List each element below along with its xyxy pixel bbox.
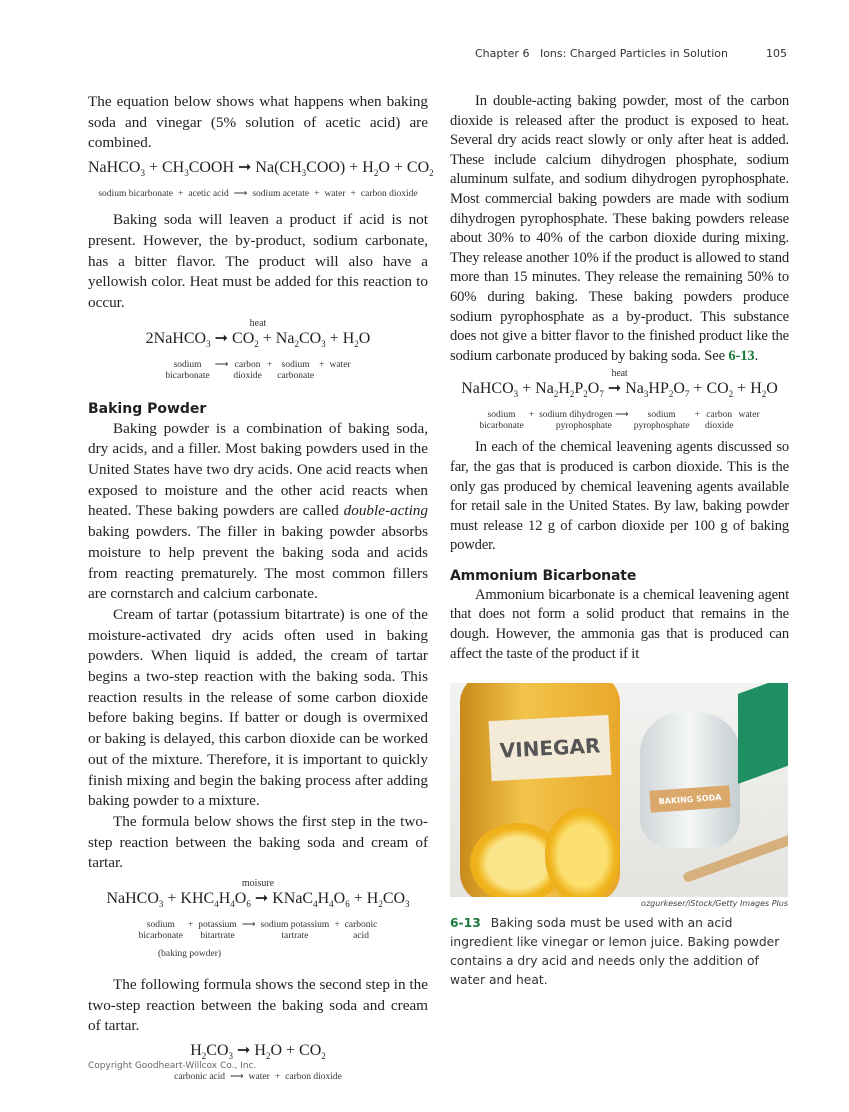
subscript: 3	[513, 389, 519, 400]
compound-label: carbonic acid	[344, 920, 378, 942]
compound-label: sodium bicarbonate	[98, 189, 174, 200]
compound-label: ⟶	[230, 1071, 244, 1082]
paragraph: The following formula shows the second step in the two-step reaction between the baking soda and cream of tartar.	[88, 975, 428, 1035]
formula-labels	[88, 1072, 428, 1083]
formula-text: ➞ H	[233, 1041, 266, 1059]
compound-label: water	[329, 359, 351, 370]
paragraph: Ammonium bicarbonate is a chemical leavening agent that does not form a solid product that remains in the dough. However, the ammonia gas that is produced can affect the taste of the product if it	[450, 586, 789, 662]
formula-text: + Na	[518, 380, 554, 398]
page-number: 105	[766, 47, 787, 60]
subscript: 7	[599, 389, 604, 400]
text: baking powders. The filler in baking powder absorbs moisture to help prevent the baking soda and acids from reacting prematurely. The most common fillers are cornstarch and calcium carbonate.	[88, 523, 428, 603]
formula-text: O + CO	[378, 159, 430, 177]
formula-text: NaHCO	[88, 159, 141, 177]
compound-label: water	[248, 1071, 270, 1082]
paragraph: The equation below shows what happens when baking soda and vinegar (5% solution of acetic acid) are combined.	[88, 93, 428, 152]
subscript: 4	[214, 899, 219, 910]
lemon-half	[545, 808, 620, 897]
compound-label: sodium bicarbonate	[138, 920, 183, 942]
compound-label: +	[350, 189, 356, 200]
formula-text: CO	[298, 329, 322, 347]
formula-note: (baking powder)	[158, 949, 222, 960]
subscript: 3	[405, 899, 410, 910]
formula-text: H	[190, 1041, 202, 1059]
compound-label: +	[187, 920, 194, 931]
subscript: 2	[354, 338, 359, 349]
formula-text: H	[317, 890, 330, 908]
subscript: 3	[321, 338, 326, 349]
compound-label: ⟶	[241, 920, 256, 931]
chemical-formula	[88, 889, 428, 914]
subscript: 2	[429, 168, 434, 179]
subscript: 2	[569, 389, 575, 400]
chapter-title: Ions: Charged Particles in Solution	[539, 47, 728, 60]
formula-text: + CH	[144, 159, 185, 177]
compound-label: ⟶	[233, 189, 248, 200]
equation	[450, 368, 789, 432]
formula-text: O + CO	[270, 1041, 322, 1059]
formula-text: CO	[206, 1041, 229, 1059]
equation	[88, 878, 428, 965]
subscript: 6	[345, 899, 350, 910]
compound-label: carbon dioxide	[285, 1071, 342, 1082]
formula-text: + CO	[689, 380, 729, 398]
subscript: 3	[301, 168, 307, 179]
paragraph: In double-acting baking powder, most of the carbon dioxide is released after the product is exposed to heat. Several dry acids react slowly or only after heat is added. These include calcium dihydrogen phosphate, sodium aluminum sulfate, and sodium dihydrogen pyrophosphate. Most commercial baking powders are made with sodium dihydrogen pyrophosphate. These baking powders release about 30% to 40% of the carbon dioxide during mixing. They release another 10% if the product is allowed to stand more than 15 minutes. They release the remaining 50% to 60% during baking. These baking powders produce sodium pyrophosphate as a by-product. This substance does not give a bitter flavor to the finished product like the sodium carbonate produced by baking soda. See 6-13.	[450, 93, 789, 364]
formula-text: + H	[733, 380, 762, 398]
subscript: 2	[668, 389, 674, 400]
compound-label: carbon dioxide	[233, 359, 262, 381]
caption-text: Baking soda must be used with an acid ingredient like vinegar or lemon juice. Baking powder contains a dry acid and needs only the addition of water and heat.	[450, 916, 780, 987]
vinegar-label: VINEGAR	[489, 715, 612, 781]
subscript: 3	[228, 1050, 233, 1061]
formula-text: P	[574, 380, 584, 398]
subscript: 2	[378, 899, 383, 910]
compound-label: carbonic acid	[174, 1071, 226, 1082]
formula-text: O	[587, 380, 600, 398]
formula-text: H	[218, 890, 231, 908]
subscript: 2	[553, 389, 559, 400]
formula-text: 2NaHCO	[145, 329, 207, 347]
equation	[88, 158, 434, 200]
compound-label: carbon dioxide	[360, 189, 418, 200]
paragraph: In each of the chemical leavening agents discussed so far, the gas that is produced is carbon dioxide. This is the only gas produced by chemical leavening agents available for retail sale in the United States. By law, baking powder must release 12 g of carbon dioxide per 100 g of baking powder.	[450, 439, 789, 554]
subscript: 2	[265, 1050, 271, 1061]
compound-label: carbon dioxide	[704, 410, 734, 432]
formula-labels	[88, 360, 428, 382]
subscript: 4	[329, 899, 334, 910]
compound-label: sodium bicarbonate	[165, 359, 210, 381]
formula-labels	[450, 410, 789, 432]
figure-number: 6-13	[450, 916, 481, 930]
formula-text: ➞ KNaC	[250, 890, 314, 908]
text: Baking powder is a combination of baking soda, dry acids, and a filler. Most baking powders used in the United States have two dry acids. One acid reacts when exposed to moisture and the other acid reacts when heated. These baking powders are called	[88, 419, 428, 520]
compound-label: potassium bitartrate	[198, 920, 237, 942]
chemical-formula	[450, 379, 789, 404]
right-column	[450, 92, 789, 664]
subscript: 2	[583, 389, 588, 400]
paragraph: Baking soda will leaven a product if acid is not present. However, the by-product, sodium carbonate, has a bitter flavor. The product will also have a yellowish color. Heat must be added for this reaction to occur.	[88, 211, 428, 311]
compound-label: sodium dihydrogen ⟶ pyrophosphate	[539, 410, 629, 432]
copyright-footer: Copyright Goodheart-Willcox Co., Inc.	[88, 1061, 257, 1071]
paragraph: The formula below shows the first step in the two-step reaction between the baking soda and cream of tartar.	[88, 812, 428, 872]
compound-label: sodium bicarbonate	[479, 410, 524, 432]
formula-text: O	[234, 890, 247, 908]
subscript: 4	[230, 899, 235, 910]
equation	[88, 318, 428, 382]
green-cloth	[738, 683, 788, 784]
paragraph	[88, 419, 428, 605]
subscript: 2	[201, 1050, 207, 1061]
formula-text: NaHCO	[461, 380, 514, 398]
formula-text: O	[333, 890, 346, 908]
compound-label: +	[274, 1071, 281, 1082]
formula-text: O	[766, 380, 778, 398]
reaction-condition: moisure	[241, 878, 275, 890]
formula-text: NaHCO	[106, 890, 159, 908]
compound-label: +	[178, 189, 184, 200]
subscript: 2	[254, 338, 259, 349]
chapter-label: Chapter 6	[474, 47, 530, 60]
compound-label: sodium acetate	[252, 189, 310, 200]
subscript: 3	[206, 338, 211, 349]
subscript: 3	[140, 168, 145, 179]
compound-label: sodium potassium tartrate	[260, 920, 330, 942]
reaction-condition: heat	[611, 368, 628, 380]
formula-text: COO) + H	[306, 159, 374, 177]
formula-text: ➞ CO	[210, 329, 255, 347]
section-heading: Baking Powder	[88, 400, 207, 417]
jar-label: BAKING SODA	[649, 785, 730, 813]
subscript: 4	[313, 899, 318, 910]
compound-label: ⟶	[214, 359, 229, 370]
formula-labels	[88, 189, 428, 200]
formula-text: + H	[349, 890, 379, 908]
subscript: 2	[728, 389, 734, 400]
subscript: 2	[294, 338, 299, 349]
formula-text: HP	[648, 380, 669, 398]
compound-label: +	[266, 359, 273, 370]
subscript: 3	[643, 389, 649, 400]
compound-label: sodium pyrophosphate	[633, 410, 690, 432]
formula-text: + H	[325, 329, 355, 347]
compound-label: water	[324, 189, 346, 200]
section-heading: Ammonium Bicarbonate	[450, 567, 637, 584]
paragraph: Cream of tartar (potassium bitartrate) is one of the moisture-activated dry acids often used in baking powders. When liquid is added, the cream of tartar begins a two-step reaction with the baking soda. This reaction results in the release of some carbon dioxide before baking begins. If batter or dough is overmixed or baking is delayed, this carbon dioxide can be worked out of the mixture. Therefore, it is important to quickly finish mixing and begin the baking process after adding baking powder to a mixture.	[88, 605, 428, 810]
chemical-formula	[88, 329, 428, 354]
chemical-formula	[88, 158, 434, 183]
compound-label: +	[528, 410, 535, 421]
formula-text: + Na	[258, 329, 295, 347]
formula-text: CO	[382, 890, 406, 908]
photo-credit: ozgurkeser/iStock/Getty Images Plus	[641, 899, 788, 908]
figure-reference-link[interactable]: 6-13	[728, 347, 755, 364]
emphasis: double-acting	[343, 502, 428, 520]
running-header	[475, 47, 787, 60]
figure-photo	[450, 683, 788, 897]
formula-text: O	[358, 329, 371, 347]
compound-label: +	[319, 359, 325, 370]
left-column	[88, 92, 434, 1093]
subscript: 2	[761, 389, 767, 400]
compound-label: +	[334, 920, 340, 931]
compound-label: water	[738, 410, 760, 421]
subscript: 7	[684, 389, 690, 400]
formula-text: + KHC	[163, 890, 215, 908]
compound-label: sodium carbonate	[277, 359, 315, 381]
formula-text: O	[673, 380, 685, 398]
subscript: 6	[246, 899, 251, 910]
compound-label: acetic acid	[188, 189, 229, 200]
formula-text: ➞ Na	[603, 380, 644, 398]
reaction-condition: heat	[249, 317, 267, 329]
formula-text: H	[558, 380, 570, 398]
formula-text: COOH ➞ Na(CH	[188, 159, 302, 177]
compound-label: +	[694, 410, 700, 421]
baking-soda-jar	[640, 713, 740, 848]
formula-labels	[88, 920, 428, 942]
subscript: 2	[321, 1050, 326, 1061]
figure-caption	[450, 914, 788, 990]
subscript: 3	[184, 168, 189, 179]
text: In double-acting baking powder, most of the carbon dioxide is released after the product is exposed to heat. Several dry acids react slowly or only after heat is added. These include calcium dihydrogen phosphate, sodium aluminum sulfate, and sodium dihydrogen pyrophosphate. Most commercial baking powders are made with sodium dihydrogen pyrophosphate. These baking powders release about 30% to 40% of the carbon dioxide during mixing. They release another 10% if the product is allowed to stand more than 15 minutes. They release the remaining 50% to 60% during baking. These baking powders produce sodium pyrophosphate as a by-product. This substance does not give a bitter flavor to the finished product like the sodium carbonate produced by baking soda. See	[450, 93, 789, 364]
subscript: 2	[373, 168, 379, 179]
compound-label: +	[314, 189, 320, 200]
subscript: 3	[158, 899, 164, 910]
